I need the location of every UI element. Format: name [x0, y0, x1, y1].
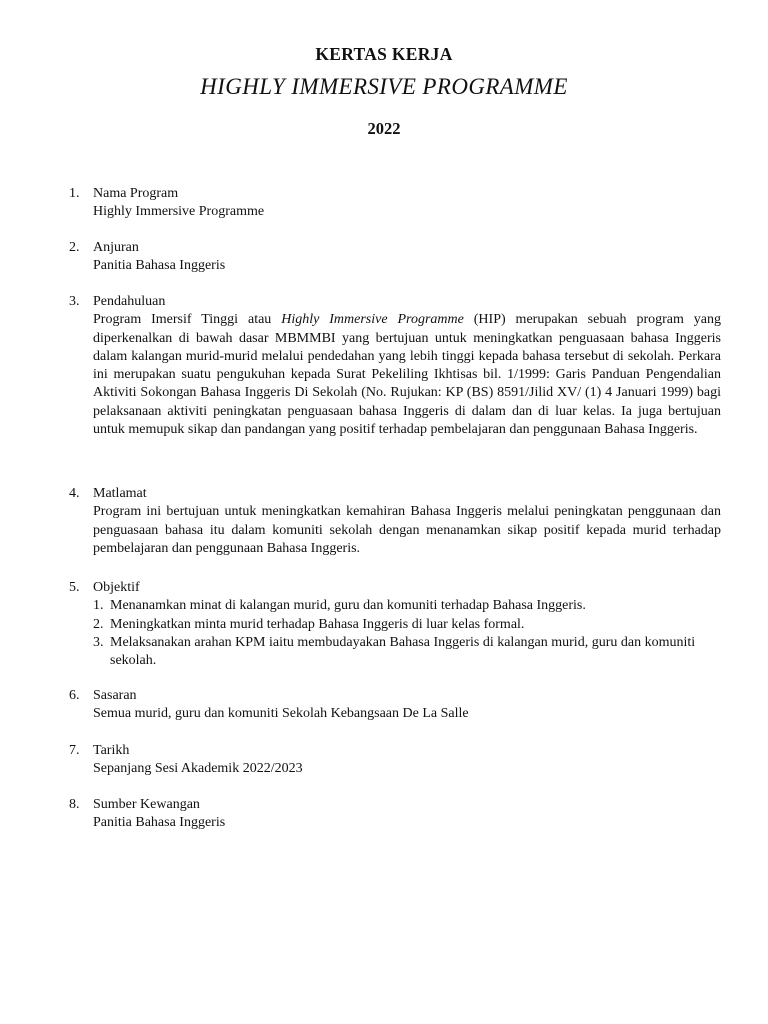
body-text-italic: Highly Immersive Programme: [281, 312, 464, 328]
section-heading: Nama Program: [93, 186, 179, 201]
section-heading: Matlamat: [93, 486, 147, 501]
list-item: [93, 616, 721, 634]
section-number: 7.: [69, 743, 80, 758]
list-item-number: 1.: [93, 598, 104, 614]
section-sumber-kewangan: [69, 796, 721, 833]
section-number: 1.: [69, 186, 80, 201]
list-item-text: Meningkatkan minta murid terhadap Bahasa Inggeris di luar kelas formal.: [110, 616, 525, 632]
document-subtitle: HIGHLY IMMERSIVE PROGRAMME: [200, 74, 568, 99]
section-heading: Sumber Kewangan: [93, 797, 200, 812]
section-number: 2.: [69, 240, 80, 255]
section-heading: Pendahuluan: [93, 294, 166, 309]
section-body: Semua murid, guru dan komuniti Sekolah Kebangsaan De La Salle: [93, 706, 469, 722]
section-tarikh: [69, 742, 721, 779]
section-objektif: [69, 579, 721, 670]
list-item: [93, 597, 721, 615]
list-item-number: 2.: [93, 616, 104, 632]
objective-list: [93, 597, 721, 670]
list-item-number: 3.: [93, 634, 104, 650]
section-matlamat: [69, 485, 721, 558]
section-heading: Sasaran: [93, 688, 137, 703]
section-nama-program: [69, 185, 721, 222]
section-pendahuluan: [69, 293, 721, 439]
section-body: Sepanjang Sesi Akademik 2022/2023: [93, 761, 303, 777]
body-text-pre: Program Imersif Tinggi atau: [93, 312, 282, 328]
section-number: 5.: [69, 580, 80, 595]
section-heading: Objektif: [93, 580, 140, 595]
section-number: 8.: [69, 797, 80, 812]
section-body: [93, 311, 721, 439]
list-item: [93, 634, 700, 671]
section-body: Panitia Bahasa Inggeris: [93, 815, 226, 831]
body-text-post: (HIP) merupakan sebuah program yang diperkenalkan di bawah dasar MBMMBI yang bertujuan untuk meningkatkan penguasaan bahasa Inggeris dalam kalangan murid-murid melalui pendedahan yang lebih tinggi kepada bahasa tersebut di sekolah. Perkara ini merupakan suatu pengukuhan kepada Surat Pekeliling Ikhtisas bil. 1/1999: Garis Panduan Pengendalian Aktiviti Sokongan Bahasa Inggeris Di Sekolah (No. Rujukan: KP (BS) 8591/Jilid XV/ (1) 4 Januari 1999) bagi pelaksanaan aktiviti peningkatan penguasaan bahasa Inggeris di dalam dan di luar kelas. Ia juga bertujuan untuk memupuk sikap dan pandangan yang positif terhadap pembelajaran dan penggunaan Bahasa Inggeris.: [93, 312, 722, 438]
list-item-text: Melaksanakan arahan KPM iaitu membudayakan Bahasa Inggeris di kalangan murid, guru dan komuniti sekolah.: [110, 634, 696, 669]
section-number: 6.: [69, 688, 80, 703]
document-title: KERTAS KERJA: [315, 44, 453, 64]
section-heading: Anjuran: [93, 240, 139, 255]
section-number: 3.: [69, 294, 80, 309]
list-item-text: Menanamkan minat di kalangan murid, guru dan komuniti terhadap Bahasa Inggeris.: [110, 598, 586, 614]
section-body: Program ini bertujuan untuk meningkatkan kemahiran Bahasa Inggeris melalui peningkatan penggunaan dan penguasaan bahasa itu dalam komuniti sekolah dengan menanamkan sikap positif kepada murid terhadap pembelajaran dan penggunaan Bahasa Inggeris.: [93, 504, 721, 556]
section-body: Panitia Bahasa Inggeris: [93, 258, 226, 274]
section-number: 4.: [69, 486, 80, 501]
section-sasaran: [69, 687, 721, 724]
document-year: 2022: [367, 119, 401, 138]
section-anjuran: [69, 239, 721, 276]
section-body: Highly Immersive Programme: [93, 204, 265, 220]
section-heading: Tarikh: [93, 743, 130, 758]
